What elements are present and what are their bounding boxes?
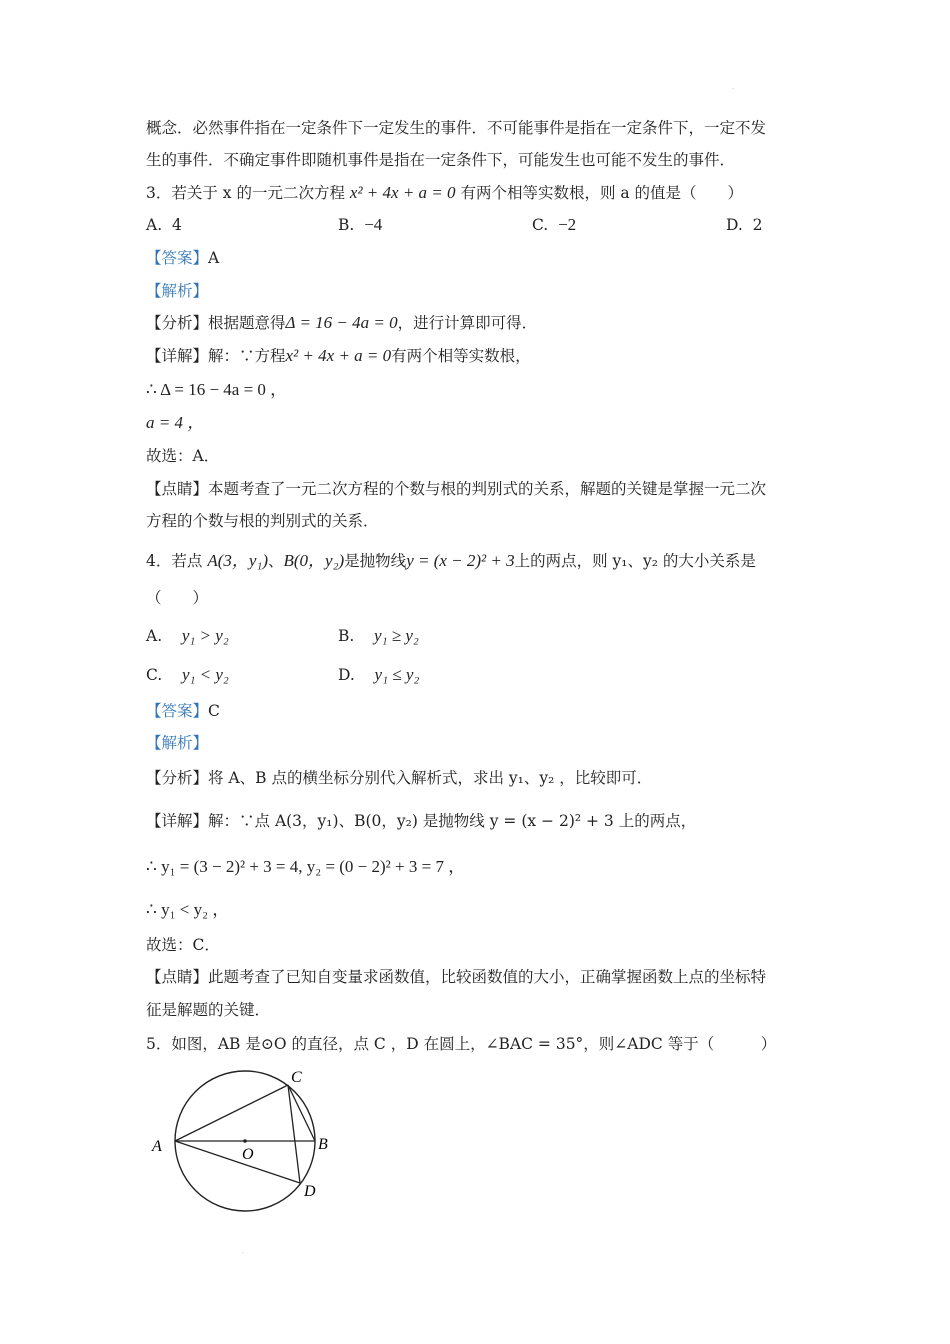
q4-point-a: A(3，y₁) [207,551,268,570]
q4-comment-line-2: 征是解题的关键． [146,1001,271,1019]
q4-point-b: B(0，y₂) [283,551,345,570]
q3-option-d: D. 2 [726,216,763,234]
q4-option-a: A. y₁ > y₂ [146,626,229,645]
intro-line-2: 生的事件．不确定事件即随机事件是指在一定条件下，可能发生也可能不发生的事件． [146,151,736,169]
dianjing-label: 【点睛】 [146,480,209,498]
q3-detail-formula: x² + 4x + a = 0 [285,346,392,365]
q3-analysis-formula: Δ = 16 − 4a = 0 [285,313,398,332]
q5-stem: 5．如图，AB 是⊙O 的直径，点 C ，D 在圆上，∠BAC = 35°，则∠ADC 等于（ ） [146,1035,777,1053]
q4-stem-paren: （ ） [146,589,209,607]
label-d: D [304,1183,316,1200]
q3-detail-line: 【详解】解：∵方程x² + 4x + a = 0有两个相等实数根， [146,346,531,365]
q3-equation: x² + 4x + a = 0 [349,183,456,202]
q3-stem-post: 有两个相等实数根，则 a 的值是（ ） [460,184,744,202]
q4-analysis-line: 【分析】将 A、B 点的横坐标分别代入解析式，求出 y₁、y₂ ，比较即可． [146,769,653,787]
q4-option-c: C. y₁ < y₂ [146,665,229,684]
xiangjie-label: 【详解】 [146,347,209,365]
label-a: A [152,1138,162,1155]
intro-line-1: 概念．必然事件指在一定条件下一定发生的事件．不可能事件是指在一定条件下，一定不发 [146,119,767,137]
q3-analysis-line: 【分析】根据题意得Δ = 16 − 4a = 0，进行计算即可得． [146,313,538,332]
q4-stem: 4．若点 A(3，y₁)、B(0，y₂)是抛物线y = (x − 2)² + 3上的两点，则 y₁、y₂ 的大小关系是 [146,551,756,570]
chord-ac [175,1085,288,1141]
q4-step-1: ∴ y₁ = (3 − 2)² + 3 = 4, y₂ = (0 − 2)² + 3 = 7 ， [146,857,466,876]
q4-option-b: B. y₁ ≥ y₂ [338,626,419,645]
label-b: B [318,1136,328,1153]
corner-dot: · [732,86,734,93]
fenxi-label: 【分析】 [146,314,209,332]
q3-comment-line-1: 【点睛】本题考查了一元二次方程的个数与根的判别式的关系，解题的关键是掌握一元二次 [146,480,767,498]
q4-parabola: y = (x − 2)² + 3 [406,551,515,570]
center-point [243,1139,247,1143]
q4-detail-line: 【详解】解：∵点 A(3，y₁)、B(0，y₂) 是抛物线 y = (x − 2)² + 3 上的两点， [146,812,697,830]
bottom-dot: · [242,1250,244,1257]
q3-answer: A [208,249,220,267]
q3-step-2: a = 4 ， [146,413,205,432]
q3-step-1: ∴ Δ = 16 − 4a = 0 ， [146,380,288,399]
q3-option-c: C. −2 [532,215,577,234]
q3-comment-line-2: 方程的个数与根的判别式的关系． [146,512,379,530]
q3-answer-line [146,248,219,268]
q3-option-b: B. −4 [338,215,383,234]
q3-analysis-label: 【解析】 [146,282,209,300]
label-o: O [242,1146,254,1163]
q3-choice-line: 故选：A． [146,447,220,465]
q4-choice-line: 故选：C． [146,936,220,954]
q4-answer: C [208,702,220,720]
answer-label: 【答案】 [146,249,209,267]
chord-ad [175,1141,300,1183]
q4-analysis-label: 【解析】 [146,734,209,752]
q4-comment-line-1: 【点睛】此题考查了已知自变量求函数值，比较函数值的大小，正确掌握函数上点的坐标特 [146,968,767,986]
label-c: C [291,1069,302,1086]
q4-answer-line: 【答案】C [146,702,220,720]
q4-option-d: D. y₁ ≤ y₂ [338,665,420,684]
q4-step-2: ∴ y₁ < y₂ ， [146,900,230,919]
q5-circle-figure [148,1068,348,1218]
chord-cd [288,1085,300,1183]
q4-choice: C． [192,936,220,954]
q3-choice: A． [192,447,220,465]
q3-stem [146,183,743,203]
q3-stem-pre: 3．若关于 x 的一元二次方程 [146,184,345,202]
q3-option-a: A. 4 [146,216,182,234]
